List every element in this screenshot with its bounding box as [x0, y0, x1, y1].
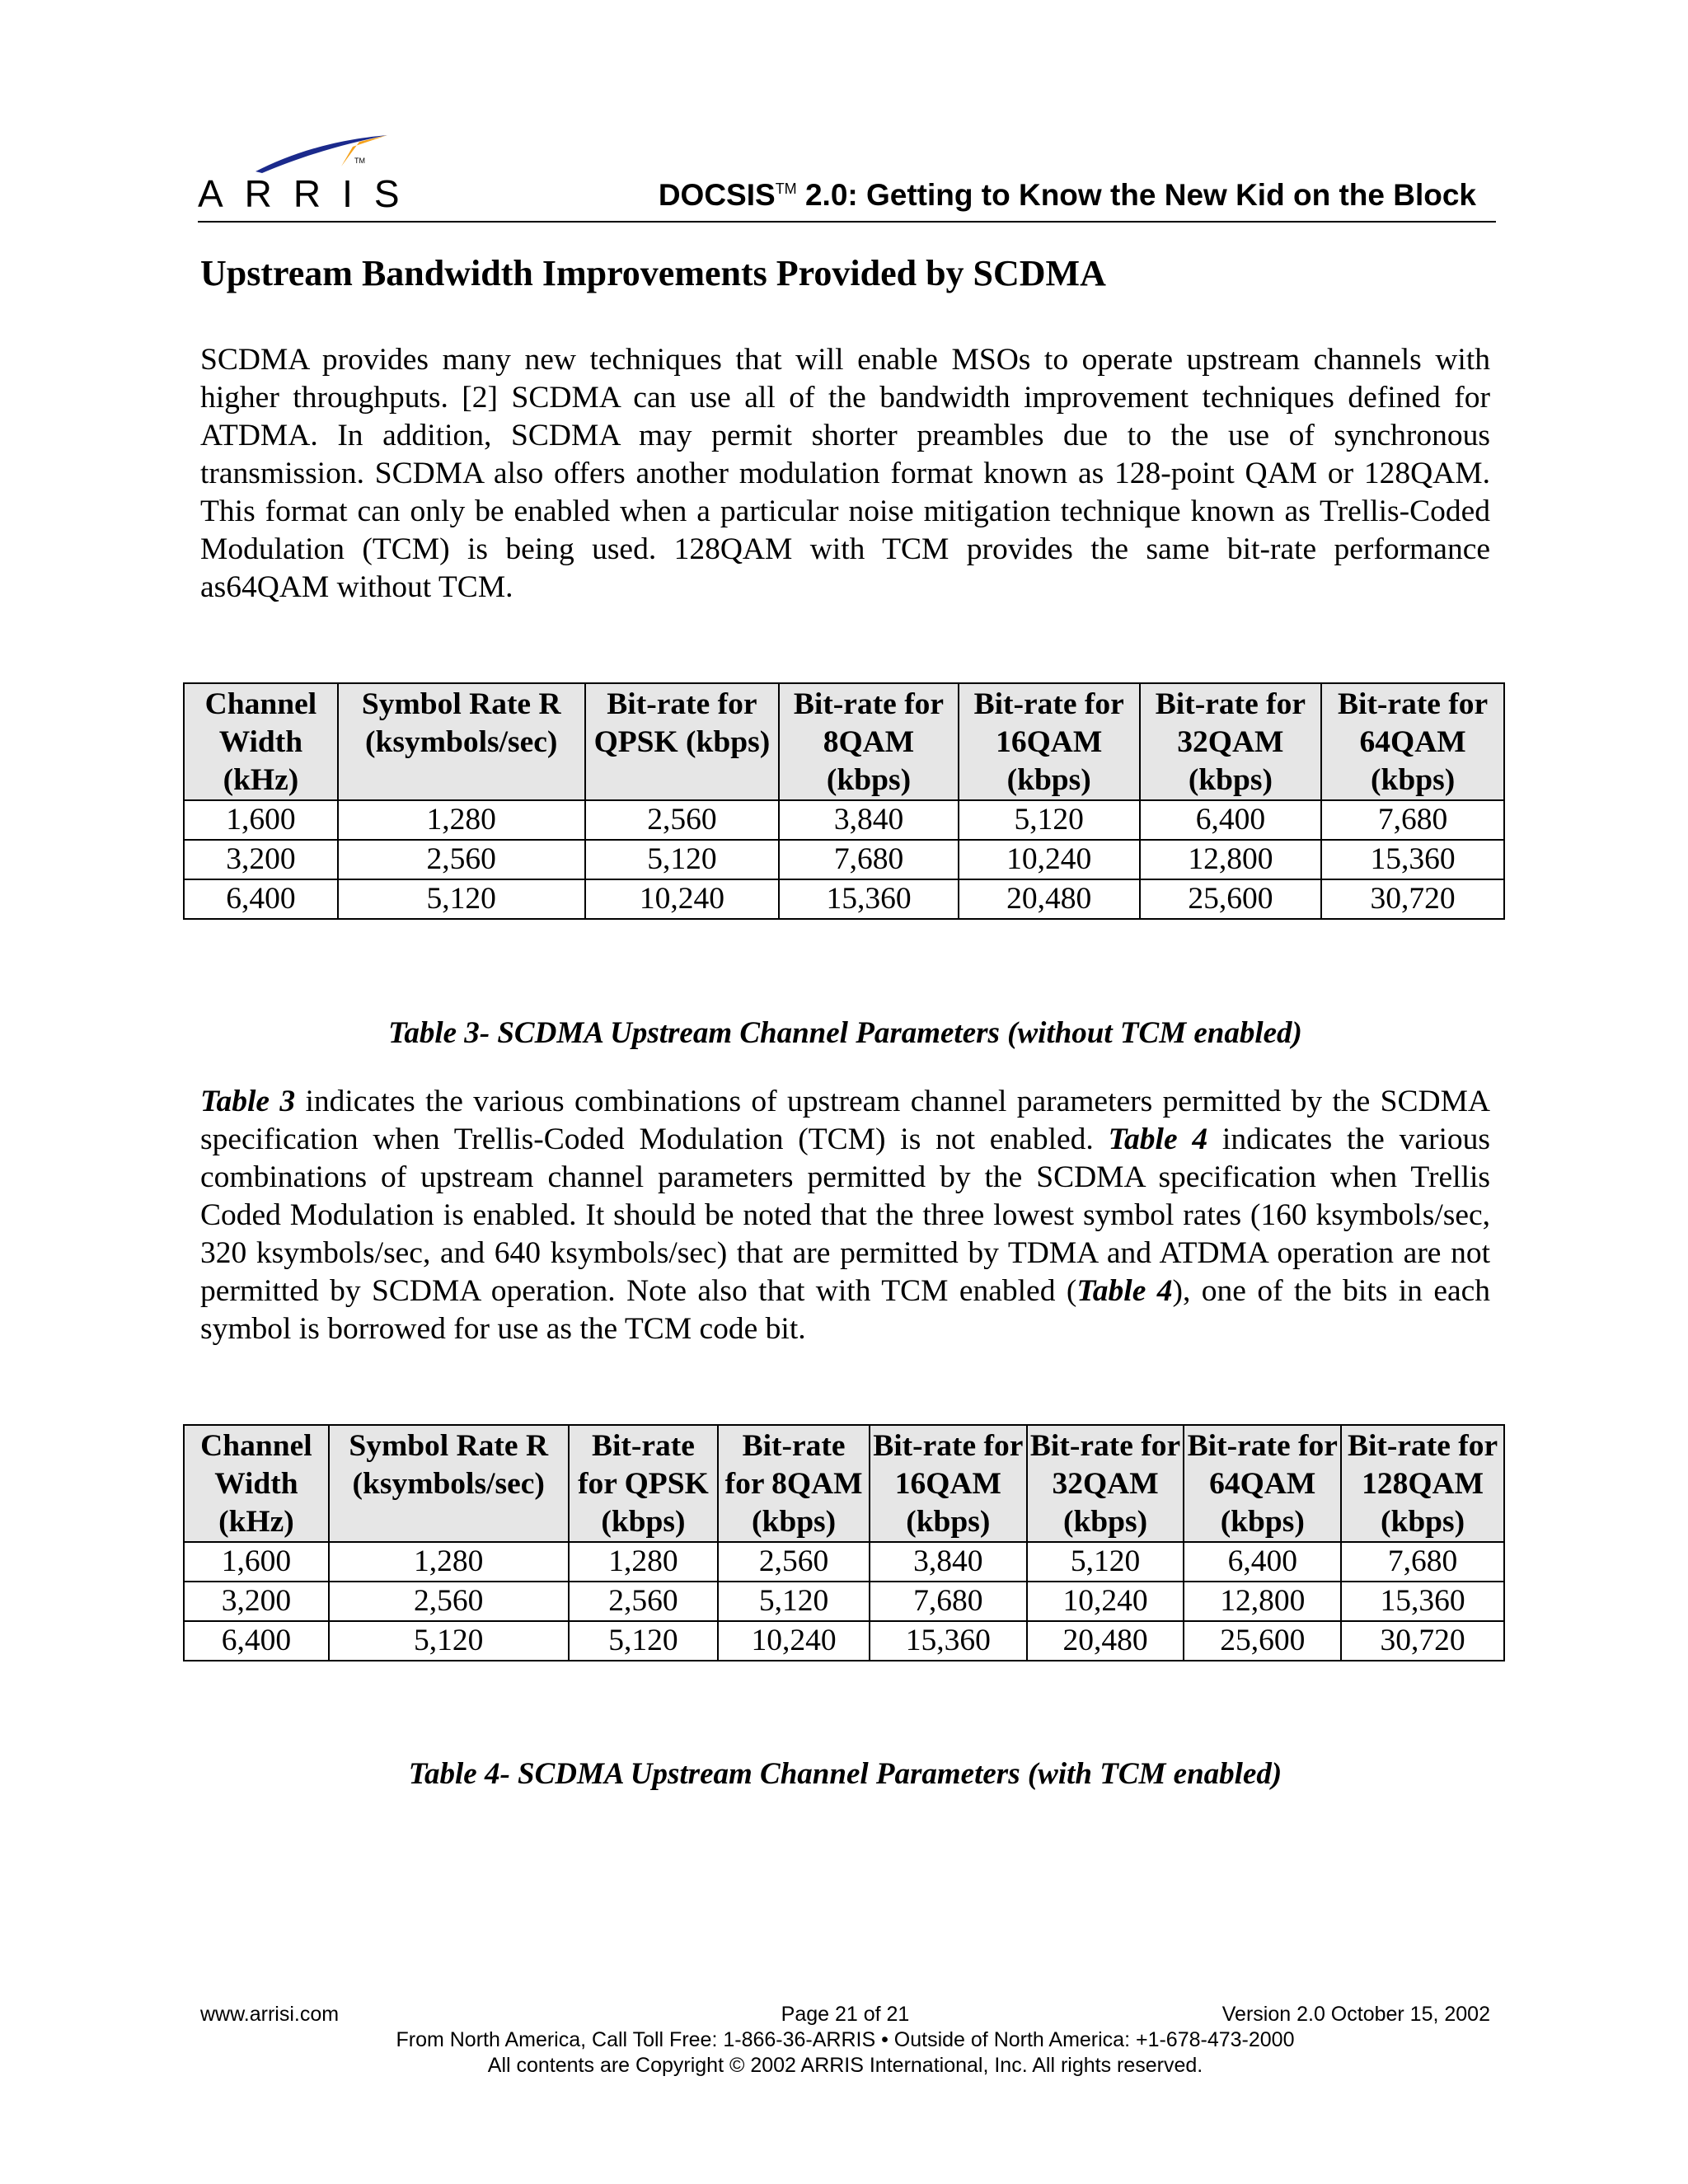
table-cell: 15,360 — [1341, 1582, 1504, 1621]
table-cell: 10,240 — [1027, 1582, 1184, 1621]
intro-paragraph: SCDMA provides many new techniques that will enable MSOs to operate upstream channels with higher throughputs. [2] SCDMA can use all of the bandwidth improvement techniques defined for ATDMA. In addition, SCDMA may permit shorter preambles due to the use of synchronous transmission. SCDMA also offers another modulation format known as 128-point QAM or 128QAM. This format can only be enabled when a particular noise mitigation technique known as Trellis-Coded Modulation (TCM) is being used. 128QAM with TCM provides the same bit-rate performance as64QAM without TCM. — [200, 343, 1490, 604]
section-title: Upstream Bandwidth Improvements Provided by SCDMA — [200, 253, 1106, 293]
table-row — [184, 800, 1504, 840]
document-title — [659, 178, 1476, 213]
table-cell: 3,200 — [184, 1582, 329, 1621]
table-4-caption: Table 4- SCDMA Upstream Channel Parameters (with TCM enabled) — [408, 1757, 1282, 1791]
table-row — [184, 1542, 1504, 1582]
footer-website-link[interactable]: www.arrisi.com — [200, 2003, 340, 2026]
table-cell: 2,560 — [585, 800, 780, 840]
page-header — [198, 124, 1496, 223]
table-cell: 6,400 — [1184, 1542, 1341, 1582]
table-cell: 5,120 — [718, 1582, 870, 1621]
table-cell: 10,240 — [718, 1621, 870, 1661]
table-cell: 10,240 — [959, 840, 1140, 879]
table-cell: 2,560 — [569, 1582, 719, 1621]
table-cell: 15,360 — [779, 879, 959, 919]
footer-version: Version 2.0 October 15, 2002 — [1221, 2003, 1490, 2026]
table-cell: 25,600 — [1184, 1621, 1341, 1661]
table-cell: 7,680 — [1341, 1542, 1504, 1582]
table-cell: 5,120 — [585, 840, 780, 879]
table-cell: 7,680 — [1321, 800, 1504, 840]
table-cell: 1,280 — [329, 1542, 569, 1582]
table-row — [184, 1582, 1504, 1621]
table-header-row — [184, 1425, 1504, 1542]
title-prefix: DOCSIS — [658, 178, 776, 212]
table-cell: 20,480 — [959, 879, 1140, 919]
column-header: Bit-rate for QPSK (kbps) — [569, 1425, 719, 1542]
column-header: Channel Width (kHz) — [184, 683, 338, 800]
table-cell: 2,560 — [718, 1542, 870, 1582]
table-cell: 5,120 — [569, 1621, 719, 1661]
paragraph-text-b: indicates the various combinations of upstream channel parameters permitted by the SCDMA specification when Trellis Coded Modulation is enabled. It should be noted that the three lowest symbol rates (160 ksymbols/sec, 320 ksymbols/sec, and 640 ksymbols/sec) that are permitted by TDMA and ATDMA operation are not permitted by SCDMA operation. Note also that with TCM enabled ( — [200, 1122, 1490, 1308]
table-4-scdma-with-tcm — [183, 1424, 1505, 1661]
footer-page-number: Page 21 of 21 — [781, 2003, 910, 2026]
table-cell: 7,680 — [870, 1582, 1027, 1621]
table-cell: 10,240 — [585, 879, 780, 919]
column-header: Bit-rate for 16QAM (kbps) — [870, 1425, 1027, 1542]
column-header: Bit-rate for QPSK (kbps) — [585, 683, 780, 800]
table-cell: 2,560 — [338, 840, 585, 879]
column-header: Symbol Rate R (ksymbols/sec) — [338, 683, 585, 800]
svg-text:TM: TM — [354, 157, 365, 165]
table-cell: 3,840 — [779, 800, 959, 840]
table-cell: 12,800 — [1184, 1582, 1341, 1621]
column-header: Bit-rate for 16QAM (kbps) — [959, 683, 1140, 800]
table-4-reference: Table 4 — [1108, 1122, 1208, 1156]
title-suffix: 2.0: Getting to Know the New Kid on the Block — [796, 178, 1476, 212]
column-header: Bit-rate for 64QAM (kbps) — [1184, 1425, 1341, 1542]
table-cell: 30,720 — [1341, 1621, 1504, 1661]
table-cell: 5,120 — [1027, 1542, 1184, 1582]
arris-swoosh-icon — [256, 130, 387, 176]
footer-contact: From North America, Call Toll Free: 1-866-36-ARRIS • Outside of North America: +1-678-473-2000 — [396, 2028, 1295, 2051]
table-cell: 12,800 — [1140, 840, 1322, 879]
table-row — [184, 840, 1504, 879]
paragraph-text-a: indicates the various combinations of upstream channel parameters permitted by the SCDMA specification when Trellis-Coded Modulation (TCM) is not enabled. — [200, 1085, 1490, 1156]
table-cell: 1,600 — [184, 1542, 329, 1582]
table-cell: 20,480 — [1027, 1621, 1184, 1661]
column-header: Bit-rate for 8QAM (kbps) — [718, 1425, 870, 1542]
table-description-paragraph — [200, 1083, 1490, 1348]
table-3-caption: Table 3- SCDMA Upstream Channel Parameters (without TCM enabled) — [388, 1016, 1302, 1050]
arris-logo — [198, 124, 445, 214]
table-3-reference: Table 3 — [200, 1085, 296, 1118]
column-header: Channel Width (kHz) — [184, 1425, 329, 1542]
table-cell: 5,120 — [338, 879, 585, 919]
table-cell: 6,400 — [1140, 800, 1322, 840]
logo-wordmark: ARRIS — [198, 172, 421, 215]
page-footer — [200, 2003, 1490, 2029]
column-header: Bit-rate for 64QAM (kbps) — [1321, 683, 1504, 800]
column-header: Bit-rate for 32QAM (kbps) — [1140, 683, 1322, 800]
table-cell: 15,360 — [870, 1621, 1027, 1661]
table-cell: 25,600 — [1140, 879, 1322, 919]
table-cell: 6,400 — [184, 1621, 329, 1661]
footer-copyright: All contents are Copyright © 2002 ARRIS International, Inc. All rights reserved. — [487, 2054, 1203, 2077]
table-cell: 5,120 — [329, 1621, 569, 1661]
table-cell: 3,840 — [870, 1542, 1027, 1582]
table-row — [184, 879, 1504, 919]
table-cell: 6,400 — [184, 879, 338, 919]
table-cell: 3,200 — [184, 840, 338, 879]
table-cell: 15,360 — [1321, 840, 1504, 879]
column-header: Bit-rate for 8QAM (kbps) — [779, 683, 959, 800]
table-cell: 1,280 — [338, 800, 585, 840]
table-3-scdma-without-tcm — [183, 682, 1505, 920]
paragraph-text-c: ), one of the bits in each symbol is borrowed for use as the TCM code bit. — [200, 1274, 1491, 1346]
table-cell: 1,600 — [184, 800, 338, 840]
table-cell: 5,120 — [959, 800, 1140, 840]
table-row — [184, 1621, 1504, 1661]
column-header: Bit-rate for 128QAM (kbps) — [1341, 1425, 1504, 1542]
trademark-mark: TM — [775, 180, 797, 197]
table-cell: 1,280 — [569, 1542, 719, 1582]
table-cell: 30,720 — [1321, 879, 1504, 919]
column-header: Bit-rate for 32QAM (kbps) — [1027, 1425, 1184, 1542]
table-4-reference-2: Table 4 — [1076, 1274, 1173, 1308]
table-header-row — [184, 683, 1504, 800]
column-header: Symbol Rate R (ksymbols/sec) — [329, 1425, 569, 1542]
table-cell: 2,560 — [329, 1582, 569, 1621]
table-cell: 7,680 — [779, 840, 959, 879]
